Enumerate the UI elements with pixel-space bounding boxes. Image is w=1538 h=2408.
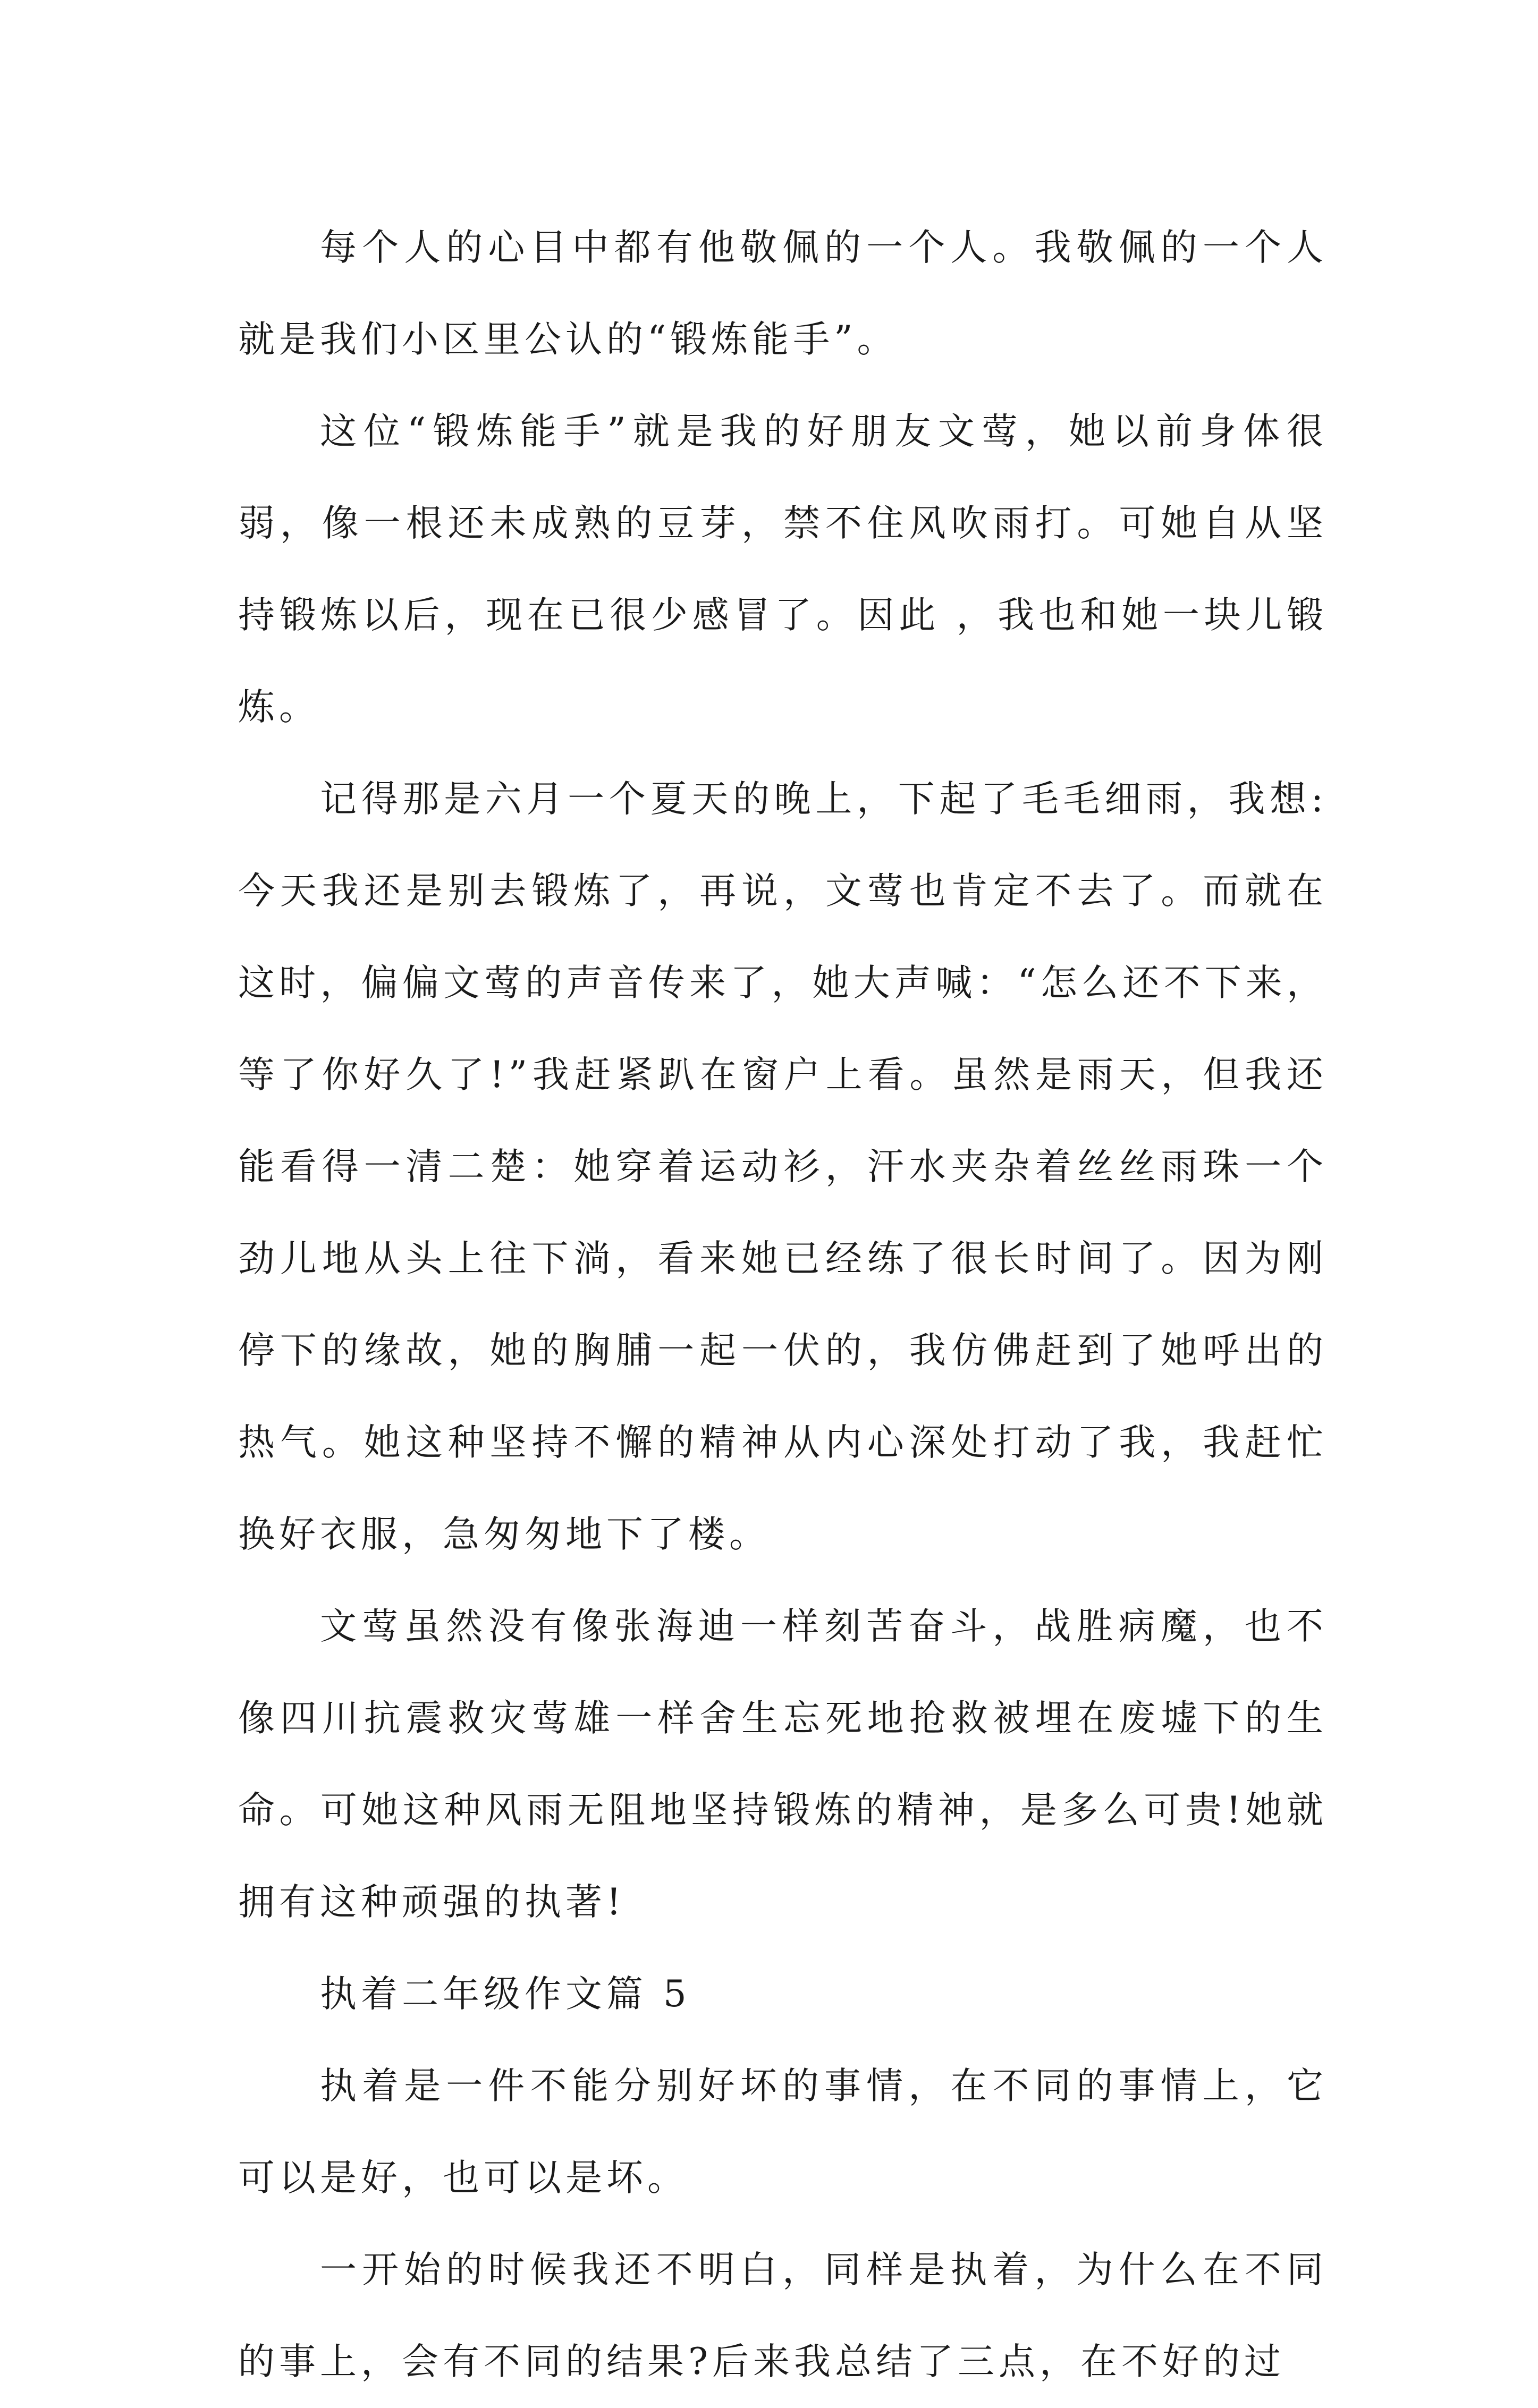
paragraph-5: 执着是一件不能分别好坏的事情，在不同的事情上，它可以是好，也可以是坏。 — [238, 2065, 1328, 2199]
paragraph-1: 每个人的心目中都有他敬佩的一个人。我敬佩的一个人就是我们小区里公认的“锻炼能手”。 — [238, 226, 1328, 361]
paragraph-3: 记得那是六月一个夏天的晚上，下起了毛毛细雨，我想:今天我还是别去锻炼了，再说，文莺也肯定不去了。而就在这时，偏偏文莺的声音传来了，她大声喊：“怎么还不下来，等了你好久了!”我赶紧趴在窗户上看。虽然是雨天，但我还能看得一清二楚：她穿着运动衫，汗水夹杂着丝丝雨珠一个劲儿地从头上往下淌，看来她已经练了很长时间了。因为刚停下的缘故，她的胸脯一起一伏的，我仿佛赶到了她呼出的热气。她这种坚持不懈的精神从内心深处打动了我，我赶忙换好衣服，急匆匆地下了楼。 — [238, 778, 1328, 1556]
article-body — [238, 202, 1328, 2408]
paragraph-6: 一开始的时候我还不明白，同样是执着，为什么在不同的事上，会有不同的结果?后来我总结了三点，在不好的过 — [238, 2249, 1328, 2383]
paragraph-4: 文莺虽然没有像张海迪一样刻苦奋斗，战胜病魔，也不像四川抗震救灾莺雄一样舍生忘死地抢救被埋在废墟下的生命。可她这种风雨无阻地坚持锻炼的精神，是多么可贵!她就拥有这种顽强的执著! — [238, 1605, 1328, 1923]
section-heading: 执着二年级作文篇 5 — [320, 1973, 691, 2015]
paragraph-2: 这位“锻炼能手”就是我的好朋友文莺，她以前身体很弱，像一根还未成熟的豆芽，禁不住风吹雨打。可她自从坚持锻炼以后，现在已很少感冒了。因此 ，我也和她一块儿锻炼。 — [238, 410, 1328, 728]
